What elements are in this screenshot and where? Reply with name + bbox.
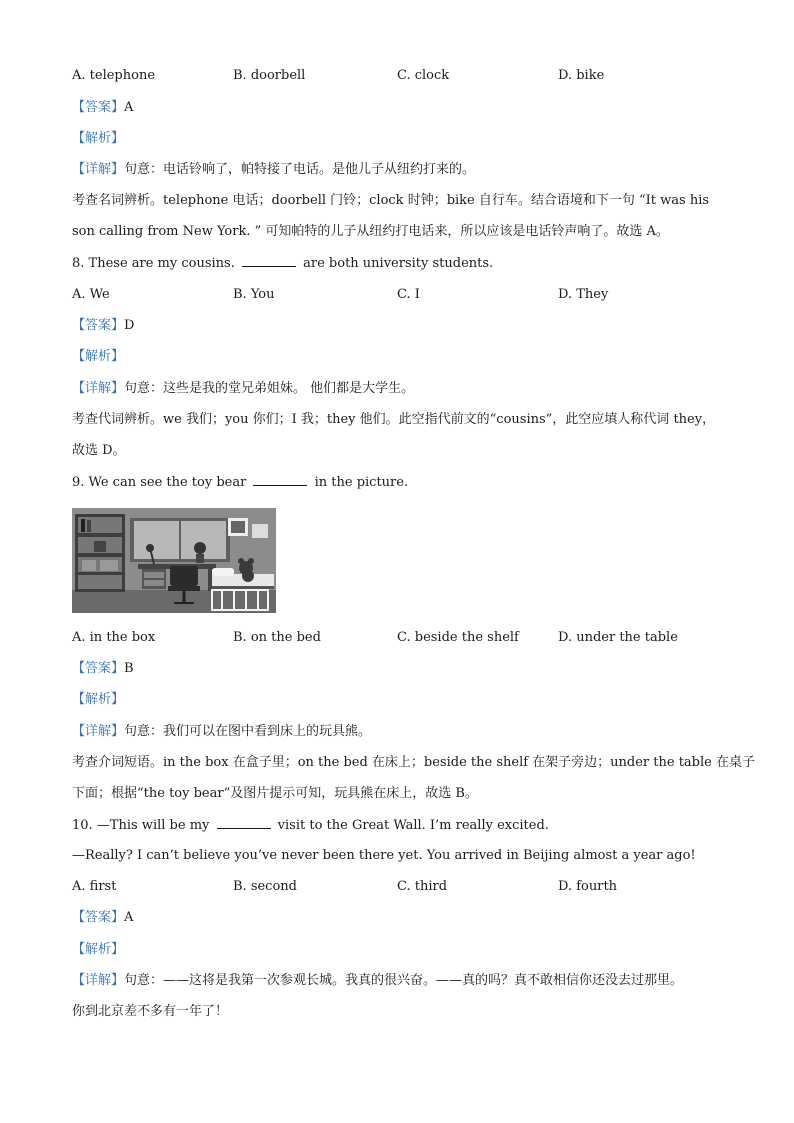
q10-blank <box>217 816 271 829</box>
q8-stem-before: 8. These are my cousins. <box>72 256 235 271</box>
detail-tag: 【详解】 <box>72 724 125 739</box>
answer-tag: 【答案】 <box>72 661 125 676</box>
q8-option-b: B. You <box>233 287 275 302</box>
detail-text: 句意：我们可以在图中看到床上的玩具熊。 <box>124 724 372 739</box>
q10-option-d: D. fourth <box>558 879 618 894</box>
q7-explanation-1: 考查名词辨析。telephone 电话；doorbell 门铃；clock 时钟；bike 自行车。结合语境和下一句 “It was his <box>72 193 710 208</box>
detail-text: 句意：电话铃响了，帕特接了电话。是他儿子从纽约打来的。 <box>124 162 476 177</box>
q8-explanation-1: 考查代词辨析。we 我们；you 你们；I 我；they 他们。此空指代前文的“cousins”，此空应填人称代词 they， <box>72 412 716 427</box>
answer-tag: 【答案】 <box>72 100 125 115</box>
q8-blank <box>242 254 296 267</box>
q8-answer <box>72 317 134 335</box>
q10-detail-2: 你到北京差不多有一年了！ <box>72 1004 229 1019</box>
q9-stem-before: 9. We can see the toy bear <box>72 475 247 490</box>
q8-explanation-2: 故选 D。 <box>72 443 126 458</box>
q10-stem-after: visit to the Great Wall. I’m really excited. <box>277 818 549 833</box>
answer-value: A <box>124 100 134 115</box>
q10-stem <box>72 816 549 835</box>
q10-option-c: C. third <box>397 879 448 894</box>
room-illustration <box>72 508 276 613</box>
q7-option-a: A. telephone <box>72 68 156 83</box>
q10-detail <box>72 972 683 990</box>
q8-detail <box>72 380 414 398</box>
q8-option-c: C. I <box>397 287 420 302</box>
answer-value: D <box>124 318 135 333</box>
window-image <box>130 518 230 562</box>
detail-tag: 【详解】 <box>72 973 125 988</box>
q7-option-b: B. doorbell <box>233 68 306 83</box>
detail-tag: 【详解】 <box>72 381 125 396</box>
q7-option-c: C. clock <box>397 68 450 83</box>
answer-tag: 【答案】 <box>72 318 125 333</box>
wall-picture-image <box>252 524 268 538</box>
q9-explanation-2: 下面；根据“the toy bear”及图片提示可知，玩具熊在床上，故选 B。 <box>72 786 478 801</box>
q7-detail <box>72 161 475 179</box>
q9-blank <box>253 473 307 486</box>
analysis-tag: 【解析】 <box>72 349 125 364</box>
q8-option-d: D. They <box>558 287 609 302</box>
answer-value: A <box>124 910 134 925</box>
answer-tag: 【答案】 <box>72 910 125 925</box>
detail-tag: 【详解】 <box>72 162 125 177</box>
q7-answer <box>72 99 133 117</box>
q8-analysis <box>72 348 124 366</box>
q9-detail <box>72 723 371 741</box>
q7-explanation-2: son calling from New York. ” 可知帕特的儿子从纽约打电话来，所以应该是电话铃声响了。故选 A。 <box>72 224 669 239</box>
q8-stem <box>72 254 493 273</box>
bookshelf-image <box>75 514 125 592</box>
answer-value: B <box>124 661 134 676</box>
q7-analysis <box>72 130 124 148</box>
q10-analysis <box>72 941 124 959</box>
q9-option-a: A. in the box <box>72 630 156 645</box>
q8-stem-after: are both university students. <box>303 256 494 271</box>
q9-option-b: B. on the bed <box>233 630 321 645</box>
q10-option-a: A. first <box>72 879 117 894</box>
detail-text: 句意：这些是我的堂兄弟姐妹。 他们都是大学生。 <box>124 381 415 396</box>
q9-explanation-1: 考查介词短语。in the box 在盒子里；on the bed 在床上；beside the shelf 在架子旁边；under the table 在桌子 <box>72 755 755 770</box>
q9-stem <box>72 473 408 492</box>
analysis-tag: 【解析】 <box>72 131 125 146</box>
q9-option-d: D. under the table <box>558 630 678 645</box>
detail-text: 句意：——这将是我第一次参观长城。我真的很兴奋。——真的吗？真不敢相信你还没去过那里。 <box>124 973 684 988</box>
q9-option-c: C. beside the shelf <box>397 630 519 645</box>
q10-answer <box>72 909 133 927</box>
analysis-tag: 【解析】 <box>72 692 125 707</box>
q10-option-b: B. second <box>233 879 297 894</box>
q9-stem-after: in the picture. <box>314 475 409 490</box>
q8-option-a: A. We <box>72 287 110 302</box>
q9-analysis <box>72 691 124 709</box>
analysis-tag: 【解析】 <box>72 942 125 957</box>
q7-option-d: D. bike <box>558 68 605 83</box>
q10-stem-before: 10. —This will be my <box>72 818 210 833</box>
q9-answer <box>72 660 134 678</box>
q10-stem-2: —Really? I can’t believe you’ve never been there yet. You arrived in Beijing almost a year ago! <box>72 848 696 863</box>
